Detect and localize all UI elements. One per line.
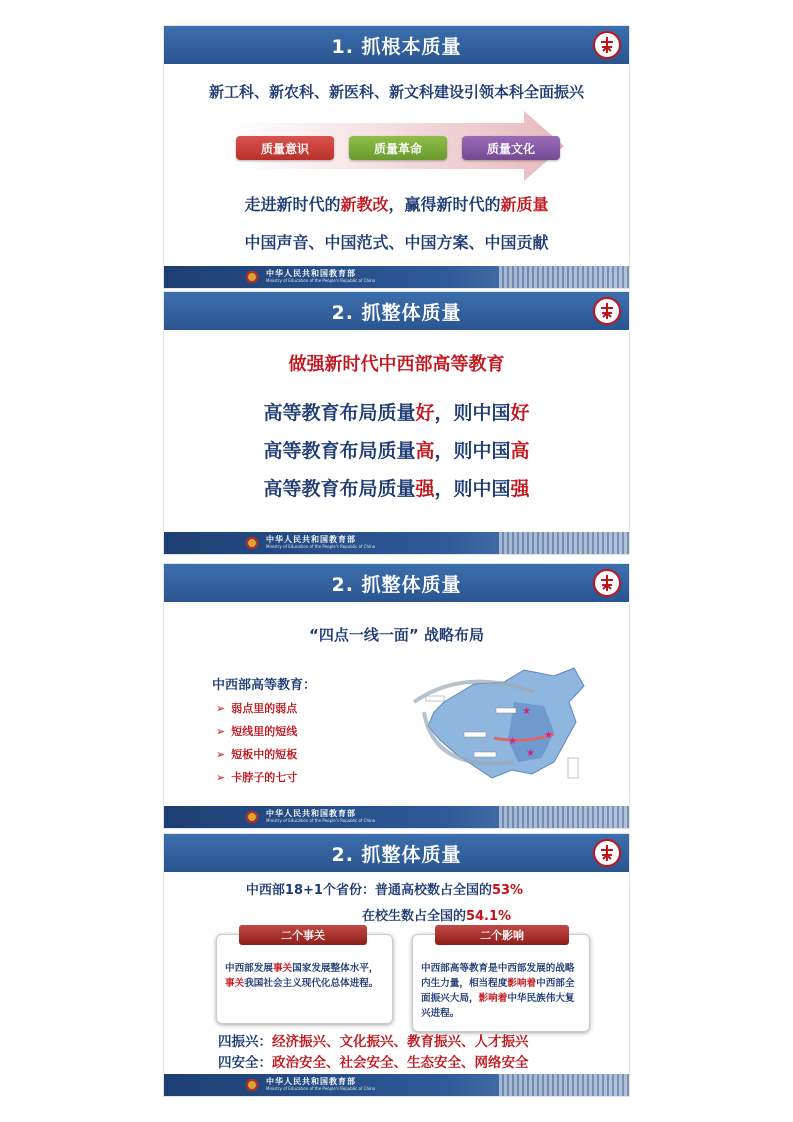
slide-title: 2. 抓整体质量 [331, 573, 462, 596]
rev-label: 四振兴： [218, 1034, 272, 1050]
building-image [499, 806, 629, 828]
list-item [216, 746, 362, 762]
slogan-highlight: 新教改 [340, 195, 389, 214]
stat-text: 在校生数占全国的 [361, 909, 466, 924]
row-highlight: 高 [415, 440, 435, 462]
row-text: 高等教育布局质量 [263, 402, 416, 424]
slide-headline: “四点一线一面” 战略布局 [309, 626, 484, 644]
china-map-image [404, 662, 589, 792]
slide-title: 2. 抓整体质量 [331, 843, 462, 866]
national-emblem-icon [246, 1079, 258, 1091]
footer-banner [164, 532, 629, 554]
ministry-name: 中华人民共和国教育部 [266, 809, 356, 818]
slide-title: 1. 抓根本质量 [331, 35, 462, 58]
national-emblem-icon [246, 811, 258, 823]
stat-text: 中西部18+1个省份：普通高校数占全国的 [245, 883, 492, 898]
step-quality-revolution: 质量革命 [349, 136, 447, 160]
slide-3 [163, 563, 630, 829]
row-text: ，则中国 [434, 478, 511, 500]
rev-label: 四安全： [218, 1055, 272, 1071]
step-quality-awareness: 质量意识 [236, 136, 334, 160]
box-text-part: 国家发展整体水平， [292, 963, 379, 974]
slide-2 [163, 291, 630, 555]
slide-header [164, 834, 629, 872]
slogan-text: ，赢得新时代的 [388, 195, 501, 214]
national-emblem-icon [246, 271, 258, 283]
slide-4 [163, 833, 630, 1097]
ministry-name: 中华人民共和国教育部 [266, 535, 356, 544]
stat-value: 54.1% [465, 909, 512, 924]
stat-schools [163, 879, 617, 898]
ministry-name-en: Ministry of Education of the People's Republic of China [266, 1086, 376, 1091]
row-highlight: 好 [415, 402, 435, 424]
slide-headline: 做强新时代中西部高等教育 [288, 354, 505, 375]
university-logo-icon [593, 839, 621, 867]
box-text-part: 我国社会主义现代化总体进程。 [244, 978, 379, 989]
arrow-bullet-icon: ➢ [216, 771, 226, 784]
row-text: 高等教育布局质量 [263, 478, 416, 500]
list-title: 中西部高等教育： [212, 678, 317, 693]
list-item-text: 短线里的短线 [231, 725, 298, 738]
ministry-name-en: Ministry of Education of the People's Republic of China [266, 278, 376, 283]
slide-header [164, 292, 629, 330]
slide-title: 2. 抓整体质量 [331, 301, 462, 324]
stat-value: 53% [491, 883, 524, 898]
ministry-name-en: Ministry of Education of the People's Republic of China [266, 818, 376, 823]
slogan-text: 走进新时代的 [244, 195, 341, 214]
rev-items: 经济振兴、文化振兴、教育振兴、人才振兴 [272, 1034, 529, 1050]
quality-row [164, 436, 629, 463]
list-item [216, 723, 362, 739]
slogan-highlight: 新质量 [500, 195, 549, 214]
box-keyword: 影响着 [478, 993, 508, 1004]
box-text-part: 中西部高等教育是中西部发展的战略内生力量，相当程度 [421, 963, 575, 989]
slide-header [164, 564, 629, 602]
box-text-part: 中西部发展 [225, 963, 273, 974]
row-highlight: 强 [415, 478, 435, 500]
list-item [216, 769, 362, 785]
four-revitalizations [218, 1030, 529, 1050]
university-logo-icon [593, 569, 621, 597]
box-title: 二个事关 [239, 925, 367, 945]
list-item-text: 卡脖子的七寸 [231, 771, 298, 784]
row-highlight: 高 [510, 440, 530, 462]
box-text [421, 961, 581, 1021]
box-keyword: 事关 [272, 963, 293, 974]
list-item-text: 弱点里的弱点 [231, 702, 298, 715]
quality-row [164, 398, 629, 425]
china-contributions: 中国声音、中国范式、中国方案、中国贡献 [244, 233, 549, 252]
ministry-name-en: Ministry of Education of the People's Republic of China [266, 544, 376, 549]
slogan-line [164, 192, 629, 215]
box-keyword: 影响着 [507, 978, 537, 989]
row-text: ，则中国 [434, 440, 511, 462]
slide-subtitle: 新工科、新农科、新医科、新文科建设引领本科全面振兴 [208, 83, 584, 101]
list-item-text: 短板中的短板 [231, 748, 298, 761]
two-concerns-box [216, 929, 393, 1024]
slide-1 [163, 25, 630, 289]
weakness-list [212, 674, 362, 785]
building-image [499, 1074, 629, 1096]
university-logo-icon [593, 297, 621, 325]
building-image [499, 532, 629, 554]
arrow-bullet-icon: ➢ [216, 725, 226, 738]
ministry-name: 中华人民共和国教育部 [266, 269, 356, 278]
star-icon: ★ [526, 748, 535, 759]
row-highlight: 强 [510, 478, 530, 500]
national-emblem-icon [246, 537, 258, 549]
two-impacts-box [412, 929, 590, 1032]
row-text: ，则中国 [434, 402, 511, 424]
box-text [225, 961, 384, 991]
arrow-bullet-icon: ➢ [216, 702, 226, 715]
ministry-name: 中华人民共和国教育部 [266, 1077, 356, 1086]
rev-items: 政治安全、社会安全、生态安全、网络安全 [272, 1055, 529, 1071]
box-title: 二个影响 [435, 925, 569, 945]
building-image [499, 266, 629, 288]
four-securities [218, 1051, 529, 1071]
step-quality-culture: 质量文化 [462, 136, 560, 160]
university-logo-icon [593, 31, 621, 59]
quality-row [164, 474, 629, 501]
row-text: 高等教育布局质量 [263, 440, 416, 462]
stat-students [204, 905, 630, 924]
box-text-part: 中华民族伟大复兴进程。 [421, 993, 575, 1019]
list-item [216, 700, 362, 716]
star-icon: ★ [508, 736, 517, 747]
star-icon: ★ [522, 706, 531, 717]
arrow-bullet-icon: ➢ [216, 748, 226, 761]
row-highlight: 好 [510, 402, 530, 424]
footer-banner [164, 1074, 629, 1096]
footer-banner [164, 806, 629, 828]
box-text-part: 中西部全面振兴大局， [421, 978, 575, 1004]
footer-banner [164, 266, 629, 288]
star-icon: ★ [544, 730, 553, 741]
box-keyword: 事关 [225, 978, 245, 989]
slide-header [164, 26, 629, 64]
